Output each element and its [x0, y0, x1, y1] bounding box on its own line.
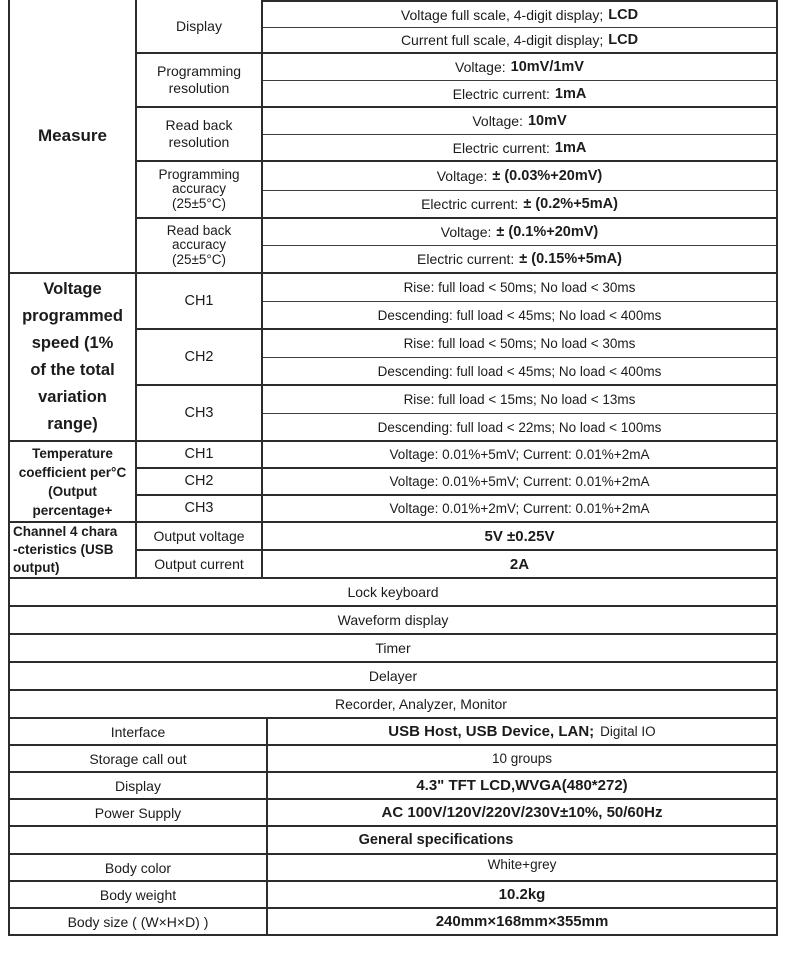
spec-text: Rise: full load < 50ms; No load < 30ms [403, 336, 636, 351]
group-label-line: resolution [168, 80, 230, 96]
channel-label-text: CH3 [184, 404, 214, 421]
output-current-row [137, 549, 776, 577]
group-values [263, 274, 776, 328]
spec-label: Current full scale, 4-digit display; [400, 32, 604, 48]
group-values [263, 162, 776, 217]
info-value [268, 719, 776, 744]
group-label [137, 0, 263, 52]
channel4-row-header [10, 523, 137, 577]
storage-row [10, 744, 776, 771]
info-label: Storage call out [10, 746, 268, 771]
spec-value-row [263, 54, 776, 80]
info-value [268, 855, 776, 880]
feature-row-recorder [10, 689, 776, 717]
group-label [137, 108, 263, 160]
info-value [268, 800, 776, 825]
spec-value-row [263, 330, 776, 357]
group-label-line: Programming [156, 63, 242, 79]
spec-text: Descending: full load < 45ms; No load < 400ms [377, 363, 662, 379]
spec-value: 10mV [527, 113, 567, 129]
header-line: Channel 4 chara [13, 524, 118, 539]
info-label: Display [10, 773, 268, 798]
voltage-speed-row-header [10, 274, 137, 440]
header-line: percentage+ [32, 502, 113, 518]
spec-label: Electric current: [452, 139, 550, 156]
channel4-rows [137, 523, 776, 577]
channel-label [137, 386, 263, 440]
ch1-speed-group [137, 274, 776, 328]
general-specs-left-cell [10, 827, 268, 853]
spec-value-row [263, 108, 776, 134]
display-group [137, 0, 776, 52]
measure-label: Measure [38, 126, 107, 145]
channel-label-text: CH1 [184, 446, 214, 462]
spec-value: 2A [509, 555, 530, 573]
interface-value-plain: Digital IO [600, 724, 656, 739]
output-voltage-row [137, 523, 776, 549]
spec-value: ± (0.03%+20mV) [492, 168, 603, 184]
group-label-line: accuracy [171, 181, 227, 197]
temp-coefficient-section [10, 440, 776, 521]
spec-value-row [263, 162, 776, 190]
group-label-line: accuracy [171, 237, 227, 253]
spec-value-row [263, 219, 776, 245]
info-label: Interface [10, 719, 268, 744]
header-line: Temperature [32, 445, 113, 461]
info-label: Body weight [10, 882, 268, 907]
spec-value-row [263, 190, 776, 217]
header-line: range) [47, 415, 98, 433]
spec-value-cell [263, 523, 776, 549]
info-value-text: 10 groups [491, 751, 553, 766]
group-label [137, 162, 263, 217]
header-line: variation [38, 388, 107, 406]
feature-text: Waveform display [337, 612, 449, 628]
info-value [268, 909, 776, 934]
group-label [137, 54, 263, 106]
spec-label: Electric current: [452, 85, 550, 102]
channel-label [137, 469, 263, 494]
spec-value-row [263, 2, 776, 27]
spec-sublabel-text: Output voltage [153, 527, 245, 544]
group-label-line: (25±5°C) [171, 195, 227, 211]
programming-resolution-group [137, 52, 776, 106]
spec-value-cell [263, 551, 776, 577]
header-line: (Output [48, 483, 97, 499]
spec-label: Voltage: [436, 168, 488, 184]
info-label: Body size ( (W×H×D) ) [10, 909, 268, 934]
measure-groups [137, 0, 776, 272]
group-values [263, 386, 776, 440]
spec-value: LCD [608, 6, 639, 23]
general-specs-header-cell [268, 827, 776, 853]
feature-row-timer [10, 633, 776, 661]
channel-label [137, 496, 263, 521]
group-label-line: Read back [165, 117, 233, 133]
group-label-line: Programming [158, 166, 240, 182]
body-size-row [10, 907, 776, 934]
spec-label: Voltage full scale, 4-digit display; [400, 6, 604, 23]
spec-label: Voltage: [455, 59, 506, 75]
feature-row-delayer [10, 661, 776, 689]
spec-table [8, 0, 778, 936]
feature-row-lock-keyboard [10, 577, 776, 605]
group-label-line: Read back [166, 222, 232, 238]
header-line: speed (1% [31, 334, 114, 352]
info-value-text: 240mm×168mm×355mm [435, 913, 609, 930]
info-label: Body color [10, 855, 268, 880]
header-line: programmed [22, 307, 123, 325]
info-label: Power Supply [10, 800, 268, 825]
feature-text: Recorder, Analyzer, Monitor [335, 696, 507, 712]
readback-accuracy-group [137, 217, 776, 272]
group-label [137, 219, 263, 272]
group-label-line: (25±5°C) [171, 251, 227, 267]
spec-value-row [263, 80, 776, 106]
group-values [263, 330, 776, 384]
body-weight-row [10, 880, 776, 907]
spec-value: 1mA [554, 85, 587, 102]
spec-value-row [263, 245, 776, 272]
spec-value-cell: Voltage: 0.01%+5mV; Current: 0.01%+2mA [389, 474, 650, 489]
temp-row [137, 494, 776, 521]
group-label-line: Display [176, 17, 222, 34]
spec-sublabel-text: Output current [154, 555, 244, 572]
info-value [268, 882, 776, 907]
group-values [263, 0, 776, 52]
spec-value: 10mV/1mV [510, 59, 584, 75]
spec-value-row [263, 134, 776, 160]
spec-value-row [263, 413, 776, 440]
feature-text: Lock keyboard [347, 584, 439, 600]
measure-row-header [10, 0, 137, 272]
spec-value-row [263, 386, 776, 413]
info-value-text: 10.2kg [498, 886, 546, 903]
spec-text: Descending: full load < 22ms; No load < 100ms [377, 419, 662, 435]
ch3-speed-group [137, 384, 776, 440]
spec-sublabel [137, 551, 263, 577]
group-values [263, 54, 776, 106]
header-line: of the total [30, 361, 115, 379]
header-line: output) [13, 560, 60, 575]
temp-rows [137, 442, 776, 521]
power-supply-row [10, 798, 776, 825]
feature-text: Timer [375, 640, 411, 656]
measure-section [10, 0, 776, 272]
temp-row [137, 442, 776, 467]
channel-label [137, 442, 263, 467]
temp-row-header [10, 442, 137, 521]
programming-accuracy-group [137, 160, 776, 217]
spec-value-cell: Voltage: 0.01%+2mV; Current: 0.01%+2mA [389, 501, 650, 516]
body-color-row [10, 853, 776, 880]
info-value [268, 746, 776, 771]
spec-label: Voltage: [472, 113, 523, 129]
display-row [10, 771, 776, 798]
info-value-text: White+grey [487, 857, 557, 872]
spec-value: 5V ±0.25V [484, 527, 555, 545]
spec-text: Rise: full load < 15ms; No load < 13ms [403, 392, 636, 407]
group-label-line: resolution [168, 134, 230, 150]
channel-label [137, 330, 263, 384]
spec-value: LCD [608, 32, 639, 48]
channel4-section [10, 521, 776, 577]
spec-value-row [263, 357, 776, 384]
channel-label-text: CH2 [184, 473, 214, 489]
spec-value-cell: Voltage: 0.01%+5mV; Current: 0.01%+2mA [389, 447, 650, 462]
spec-label: Electric current: [421, 196, 519, 212]
channel-label-text: CH2 [184, 348, 214, 365]
general-specs-row [10, 825, 776, 853]
spec-value-row [263, 27, 776, 52]
spec-value-row [263, 301, 776, 328]
channel-label-text: CH1 [184, 292, 214, 309]
ch2-speed-group [137, 328, 776, 384]
interface-value-bold: USB Host, USB Device, LAN; [388, 723, 595, 740]
spec-value: ± (0.1%+20mV) [496, 224, 599, 240]
spec-value: ± (0.15%+5mA) [519, 251, 622, 267]
header-line: -cteristics (USB [13, 542, 114, 557]
feature-row-waveform-display [10, 605, 776, 633]
channel-label [137, 274, 263, 328]
interface-row [10, 717, 776, 744]
spec-value-row [263, 274, 776, 301]
temp-row [137, 467, 776, 494]
spec-label: Voltage: [440, 224, 492, 240]
readback-resolution-group [137, 106, 776, 160]
speed-groups [137, 274, 776, 440]
info-value [268, 773, 776, 798]
general-specs-title: General specifications [358, 832, 514, 848]
info-value-text: AC 100V/120V/220V/230V±10%, 50/60Hz [381, 804, 663, 821]
group-values [263, 219, 776, 272]
header-line: coefficient per°C [18, 464, 127, 480]
spec-value: 1mA [554, 139, 587, 156]
group-values [263, 108, 776, 160]
spec-text: Descending: full load < 45ms; No load < 400ms [377, 307, 662, 323]
info-value-text: 4.3" TFT LCD,WVGA(480*272) [416, 777, 628, 794]
header-line: Voltage [43, 280, 102, 298]
spec-text: Rise: full load < 50ms; No load < 30ms [403, 280, 636, 295]
voltage-speed-section [10, 272, 776, 440]
spec-value: ± (0.2%+5mA) [523, 196, 618, 212]
spec-sublabel [137, 523, 263, 549]
feature-text: Delayer [368, 668, 418, 684]
spec-label: Electric current: [417, 251, 515, 267]
channel-label-text: CH3 [184, 500, 214, 516]
